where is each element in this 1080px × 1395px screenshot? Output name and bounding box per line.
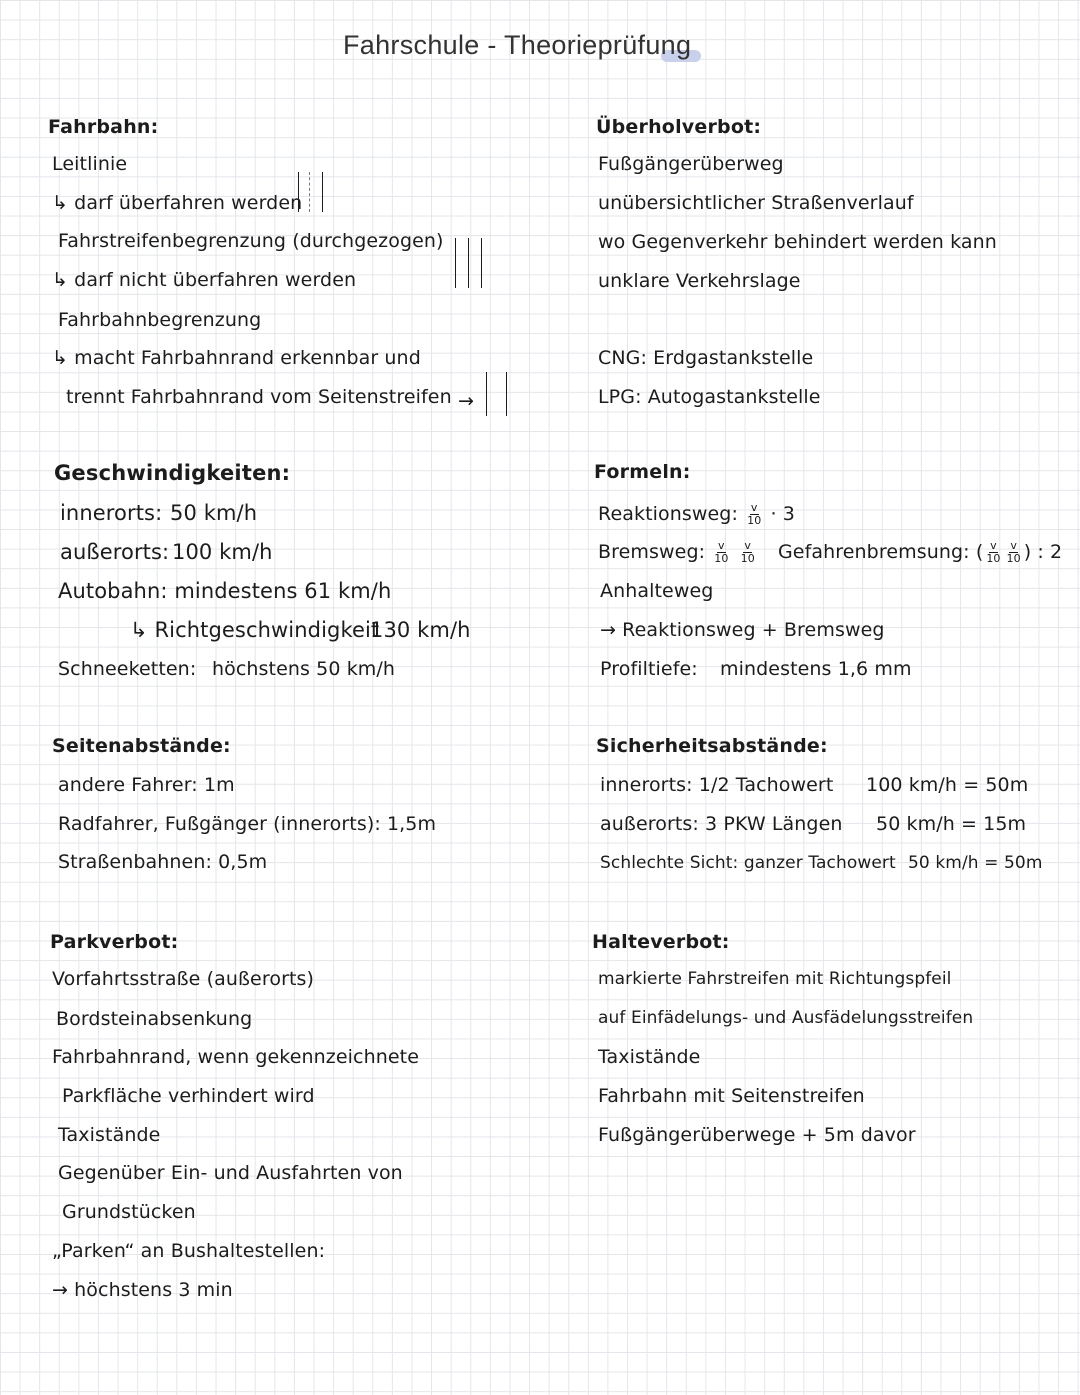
sicherheit-innerorts-example: 100 km/h = 50m [866, 774, 1029, 796]
parkverbot-line-8: „Parken“ an Bushaltestellen: [52, 1240, 326, 1262]
cng-line: CNG: Erdgastankstelle [598, 347, 814, 369]
fahrbahn-line-7: trennt Fahrbahnrand vom Seitenstreifen [66, 386, 452, 408]
parkverbot-line-6: Gegenüber Ein- und Ausfahrten von [58, 1162, 403, 1184]
sicherheitsabstaende-heading: Sicherheitsabstände: [596, 735, 828, 757]
bremsweg-formula [598, 540, 1062, 565]
halteverbot-line-5: Fußgängerüberwege + 5m davor [598, 1124, 916, 1146]
lpg-line: LPG: Autogastankstelle [598, 386, 821, 408]
ueberholverbot-heading: Überholverbot: [596, 116, 762, 138]
sicherheit-ausserorts-example: 50 km/h = 15m [876, 813, 1027, 835]
bremsweg-label: Bremsweg: [598, 541, 706, 564]
fraction-v-10: $\frac{v}{10}$ [714, 539, 729, 566]
reaktionsweg-formula [598, 502, 795, 527]
gefahrenbremsung-formula: ( $\frac{v}{10}$ $\frac{v}{10}$ ) [975, 539, 1032, 566]
fraction-v-10: $\frac{v}{10}$ [747, 501, 762, 528]
seitenabstand-line-2: Radfahrer, Fußgänger (innerorts): 1,5m [58, 813, 437, 835]
gefahrenbremsung-label: Gefahrenbremsung: [777, 541, 970, 564]
formeln-heading: Formeln: [594, 461, 691, 483]
sicherheit-schlechte-sicht: Schlechte Sicht: ganzer Tachowert [600, 853, 896, 873]
profiltiefe-label: Profiltiefe: [600, 658, 698, 680]
reaktionsweg-label: Reaktionsweg: [598, 503, 738, 526]
ueberholverbot-line-4: unklare Verkehrslage [598, 270, 801, 292]
seitenabstaende-heading: Seitenabstände: [52, 735, 231, 757]
sicherheit-innerorts: innerorts: 1/2 Tachowert [600, 774, 834, 796]
fahrbahn-line-2: ↳ darf überfahren werden [52, 192, 303, 214]
richtgeschwindigkeit-label: ↳ Richtgeschwindigkeit [130, 618, 380, 642]
title-text: Fahrschule - Theorieprüfung [343, 30, 692, 60]
halteverbot-heading: Halteverbot: [592, 931, 730, 953]
page-title [343, 32, 691, 59]
ausserorts-label: außerorts: [60, 540, 170, 564]
ausserorts-speed: 100 km/h [172, 540, 273, 564]
halteverbot-line-4: Fahrbahn mit Seitenstreifen [598, 1085, 865, 1107]
innerorts-speed: 50 km/h [170, 501, 258, 525]
halteverbot-line-1: markierte Fahrstreifen mit Richtungspfeil [598, 969, 952, 989]
parkverbot-heading: Parkverbot: [50, 931, 179, 953]
schneeketten-label: Schneeketten: [58, 658, 197, 680]
anhalteweg-formula: → Reaktionsweg + Bremsweg [600, 619, 885, 641]
halteverbot-line-2: auf Einfädelungs- und Ausfädelungsstreifen [598, 1008, 974, 1028]
halteverbot-line-3: Taxistände [598, 1046, 701, 1068]
parkverbot-line-7: Grundstücken [62, 1201, 196, 1223]
fahrbahn-line-1: Leitlinie [52, 153, 128, 175]
autobahn-line: Autobahn: mindestens 61 km/h [58, 579, 392, 603]
ueberholverbot-line-2: unübersichtlicher Straßenverlauf [598, 192, 914, 214]
seitenabstand-line-3: Straßenbahnen: 0,5m [58, 851, 268, 873]
schneeketten-value: höchstens 50 km/h [212, 658, 396, 680]
fahrbahn-line-6: ↳ macht Fahrbahnrand erkennbar und [52, 347, 421, 369]
ueberholverbot-line-3: wo Gegenverkehr behindert werden kann [598, 231, 997, 253]
parkverbot-line-1: Vorfahrtsstraße (außerorts) [52, 968, 315, 990]
anhalteweg-label: Anhalteweg [600, 580, 714, 602]
seitenabstand-line-1: andere Fahrer: 1m [58, 774, 235, 796]
gefahrenbremsung-divisor: : 2 [1037, 541, 1063, 564]
parkverbot-line-2: Bordsteinabsenkung [56, 1008, 253, 1030]
ueberholverbot-line-1: Fußgängerüberweg [598, 153, 784, 175]
arrow-icon: → [458, 390, 475, 412]
innerorts-label: innerorts: [60, 501, 163, 525]
fahrbahn-line-3: Fahrstreifenbegrenzung (durchgezogen) [58, 230, 444, 252]
sicherheit-ausserorts: außerorts: 3 PKW Längen [600, 813, 843, 835]
fahrbahn-line-5: Fahrbahnbegrenzung [58, 309, 262, 331]
geschwindigkeiten-heading: Geschwindigkeiten: [54, 461, 291, 485]
parkverbot-line-5: Taxistände [58, 1124, 161, 1146]
parkverbot-line-9: → höchstens 3 min [52, 1279, 233, 1301]
fahrbahn-line-4: ↳ darf nicht überfahren werden [52, 269, 357, 291]
parkverbot-line-3: Fahrbahnrand, wenn gekennzeichnete [52, 1046, 420, 1068]
parkverbot-line-4: Parkfläche verhindert wird [62, 1085, 315, 1107]
profiltiefe-value: mindestens 1,6 mm [720, 658, 912, 680]
sicherheit-schlechte-sicht-example: 50 km/h = 50m [908, 853, 1043, 873]
fraction-v-10: $\frac{v}{10}$ [740, 539, 755, 566]
reaktionsweg-factor: · 3 [770, 503, 795, 526]
fahrbahn-heading: Fahrbahn: [48, 116, 159, 138]
richtgeschwindigkeit-value: 130 km/h [370, 618, 471, 642]
